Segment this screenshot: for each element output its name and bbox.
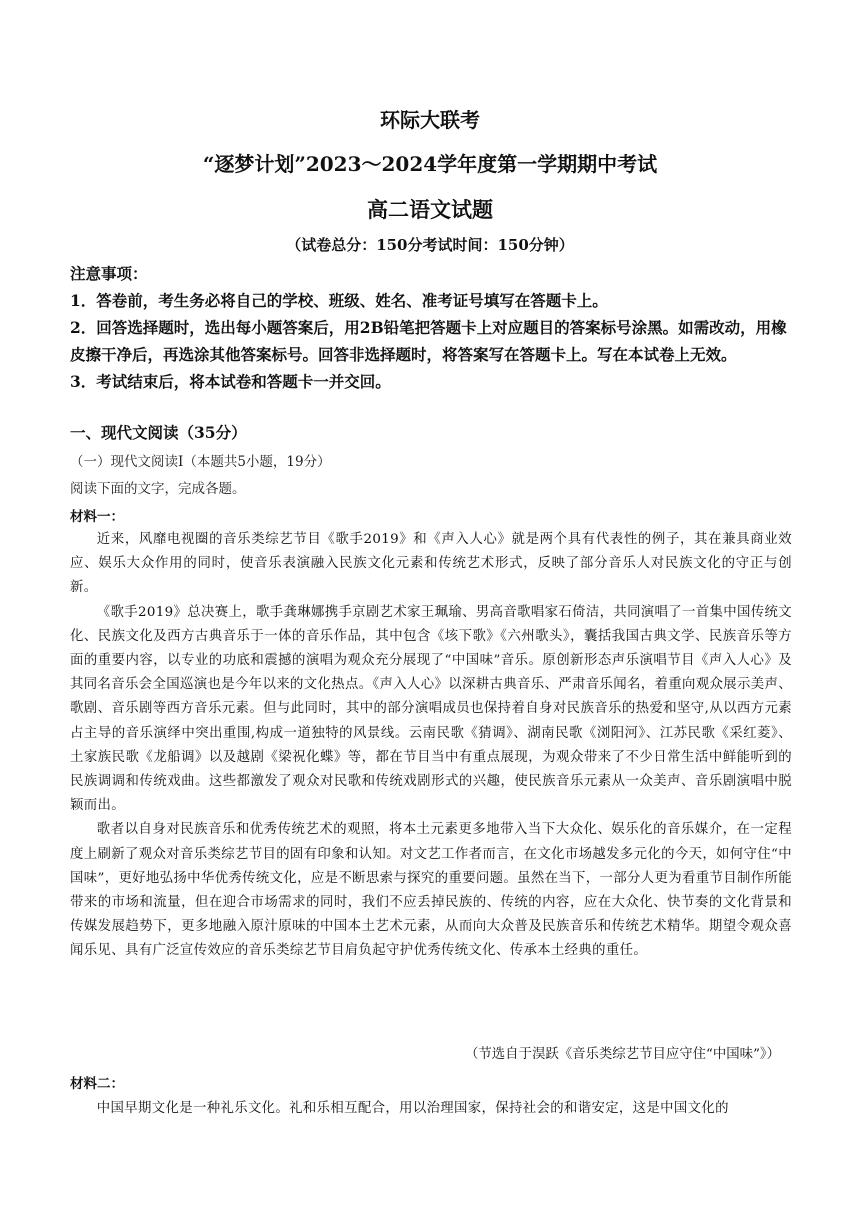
- notice-item: 1．答卷前，考生务必将自己的学校、班级、姓名、准考证号填写在答题卡上。: [70, 291, 608, 310]
- exam-title: “逐梦计划”2023～2024学年度第一学期期中考试: [202, 152, 658, 176]
- notice-title: 注意事项：: [70, 264, 148, 283]
- material-one-label: 材料一：: [70, 509, 124, 525]
- material-two-label: 材料二：: [70, 1076, 124, 1092]
- exam-organizer: 环际大联考: [380, 108, 480, 132]
- reading-instruction: 阅读下面的文字，完成各题。: [70, 481, 246, 497]
- notice-item: 3．考试结束后，将本试卷和答题卡一并交回。: [70, 372, 391, 391]
- section-heading: 一、现代文阅读（35分）: [70, 423, 247, 442]
- paragraph: 近来，风靡电视圈的音乐类综艺节目《歌手2019》和《声入人心》就是两个具有代表性的例子，其在兼具商业效应、娱乐大众作用的同时，使音乐表演融入民族文化元素和传统艺术形式，反映了部分音乐人对民族文化的守正与创新。: [70, 532, 792, 596]
- material-two-body: [70, 1097, 792, 1121]
- material-one-source: （节选自于淏跃《音乐类综艺节目应守住“中国味”》）: [465, 1047, 780, 1062]
- notice-section: [70, 260, 792, 395]
- exam-meta: （试卷总分：150分考试时间：150分钟）: [286, 236, 574, 254]
- subject-title: 高二语文试题: [367, 197, 493, 222]
- paragraph: 中国早期文化是一种礼乐文化。礼和乐相互配合，用以治理国家，保持社会的和谐安定，这是中国文化的: [96, 1101, 729, 1116]
- notice-item: 2．回答选择题时，选出每小题答案后，用2B铅笔把答题卡上对应题目的答案标号涂黑。如需改动，用橡皮擦干净后，再选涂其他答案标号。回答非选择题时，将答案写在答题卡上。写在本试卷上无效。: [70, 318, 787, 364]
- subsection-heading: （一）现代文阅读Ⅰ（本题共5小题，19分）: [70, 454, 331, 470]
- material-one-body: [70, 528, 792, 964]
- paragraph: 《歌手2019》总决赛上，歌手龚琳娜携手京剧艺术家王珮瑜、男高音歌唱家石倚洁，共同演唱了一首集中国传统文化、民族文化及西方古典音乐于一体的音乐作品，其中包含《垓下歌》《六州歌头》，囊括我国古典文学、民族音乐等方面的重要内容，以专业的功底和震撼的演唱为观众充分展现了“中国味”音乐。原创新形态声乐演唱节目《声入人心》及其同名音乐会全国巡演也是今年以来的文化热点。《声入人心》以深耕古典音乐、严肃音乐闻名，着重向观众展示美声、歌剧、音乐剧等西方音乐元素。但与此同时，其中的部分演唱成员也保持着自身对民族音乐的热爱和坚守,从以西方元素占主导的音乐演绎中突出重围,构成一道独特的风景线。云南民歌《猜调》、湖南民歌《浏阳河》、江苏民歌《采红菱》、土家族民歌《龙船调》以及越剧《梁祝化蝶》等，都在节目当中有重点展现，为观众带来了不少日常生活中鲜能听到的民族调调和传统戏曲。这些都激发了观众对民歌和传统戏剧形式的兴趣，使民族音乐元素从一众美声、音乐剧演唱中脱颖而出。: [70, 604, 792, 814]
- paragraph: 歌者以自身对民族音乐和优秀传统艺术的观照，将本土元素更多地带入当下大众化、娱乐化的音乐媒介，在一定程度上刷新了观众对音乐类综艺节目的固有印象和认知。对文艺工作者而言，在文化市场越发多元化的今天，如何守住“中国味”，更好地弘扬中华优秀传统文化，应是不断思索与探究的重要问题。虽然在当下，一部分人更为看重节目制作所能带来的市场和流量，但在迎合市场需求的同时，我们不应丢掉民族的、传统的内容，应在大众化、快节奏的文化背景和传媒发展趋势下，更多地融入原汁原味的中国本土艺术元素，从而向大众普及民族音乐和传统艺术精华。期望令观众喜闻乐见、具有广泛宣传效应的音乐类综艺节目肩负起守护优秀传统文化、传承本土经典的重任。: [70, 822, 792, 959]
